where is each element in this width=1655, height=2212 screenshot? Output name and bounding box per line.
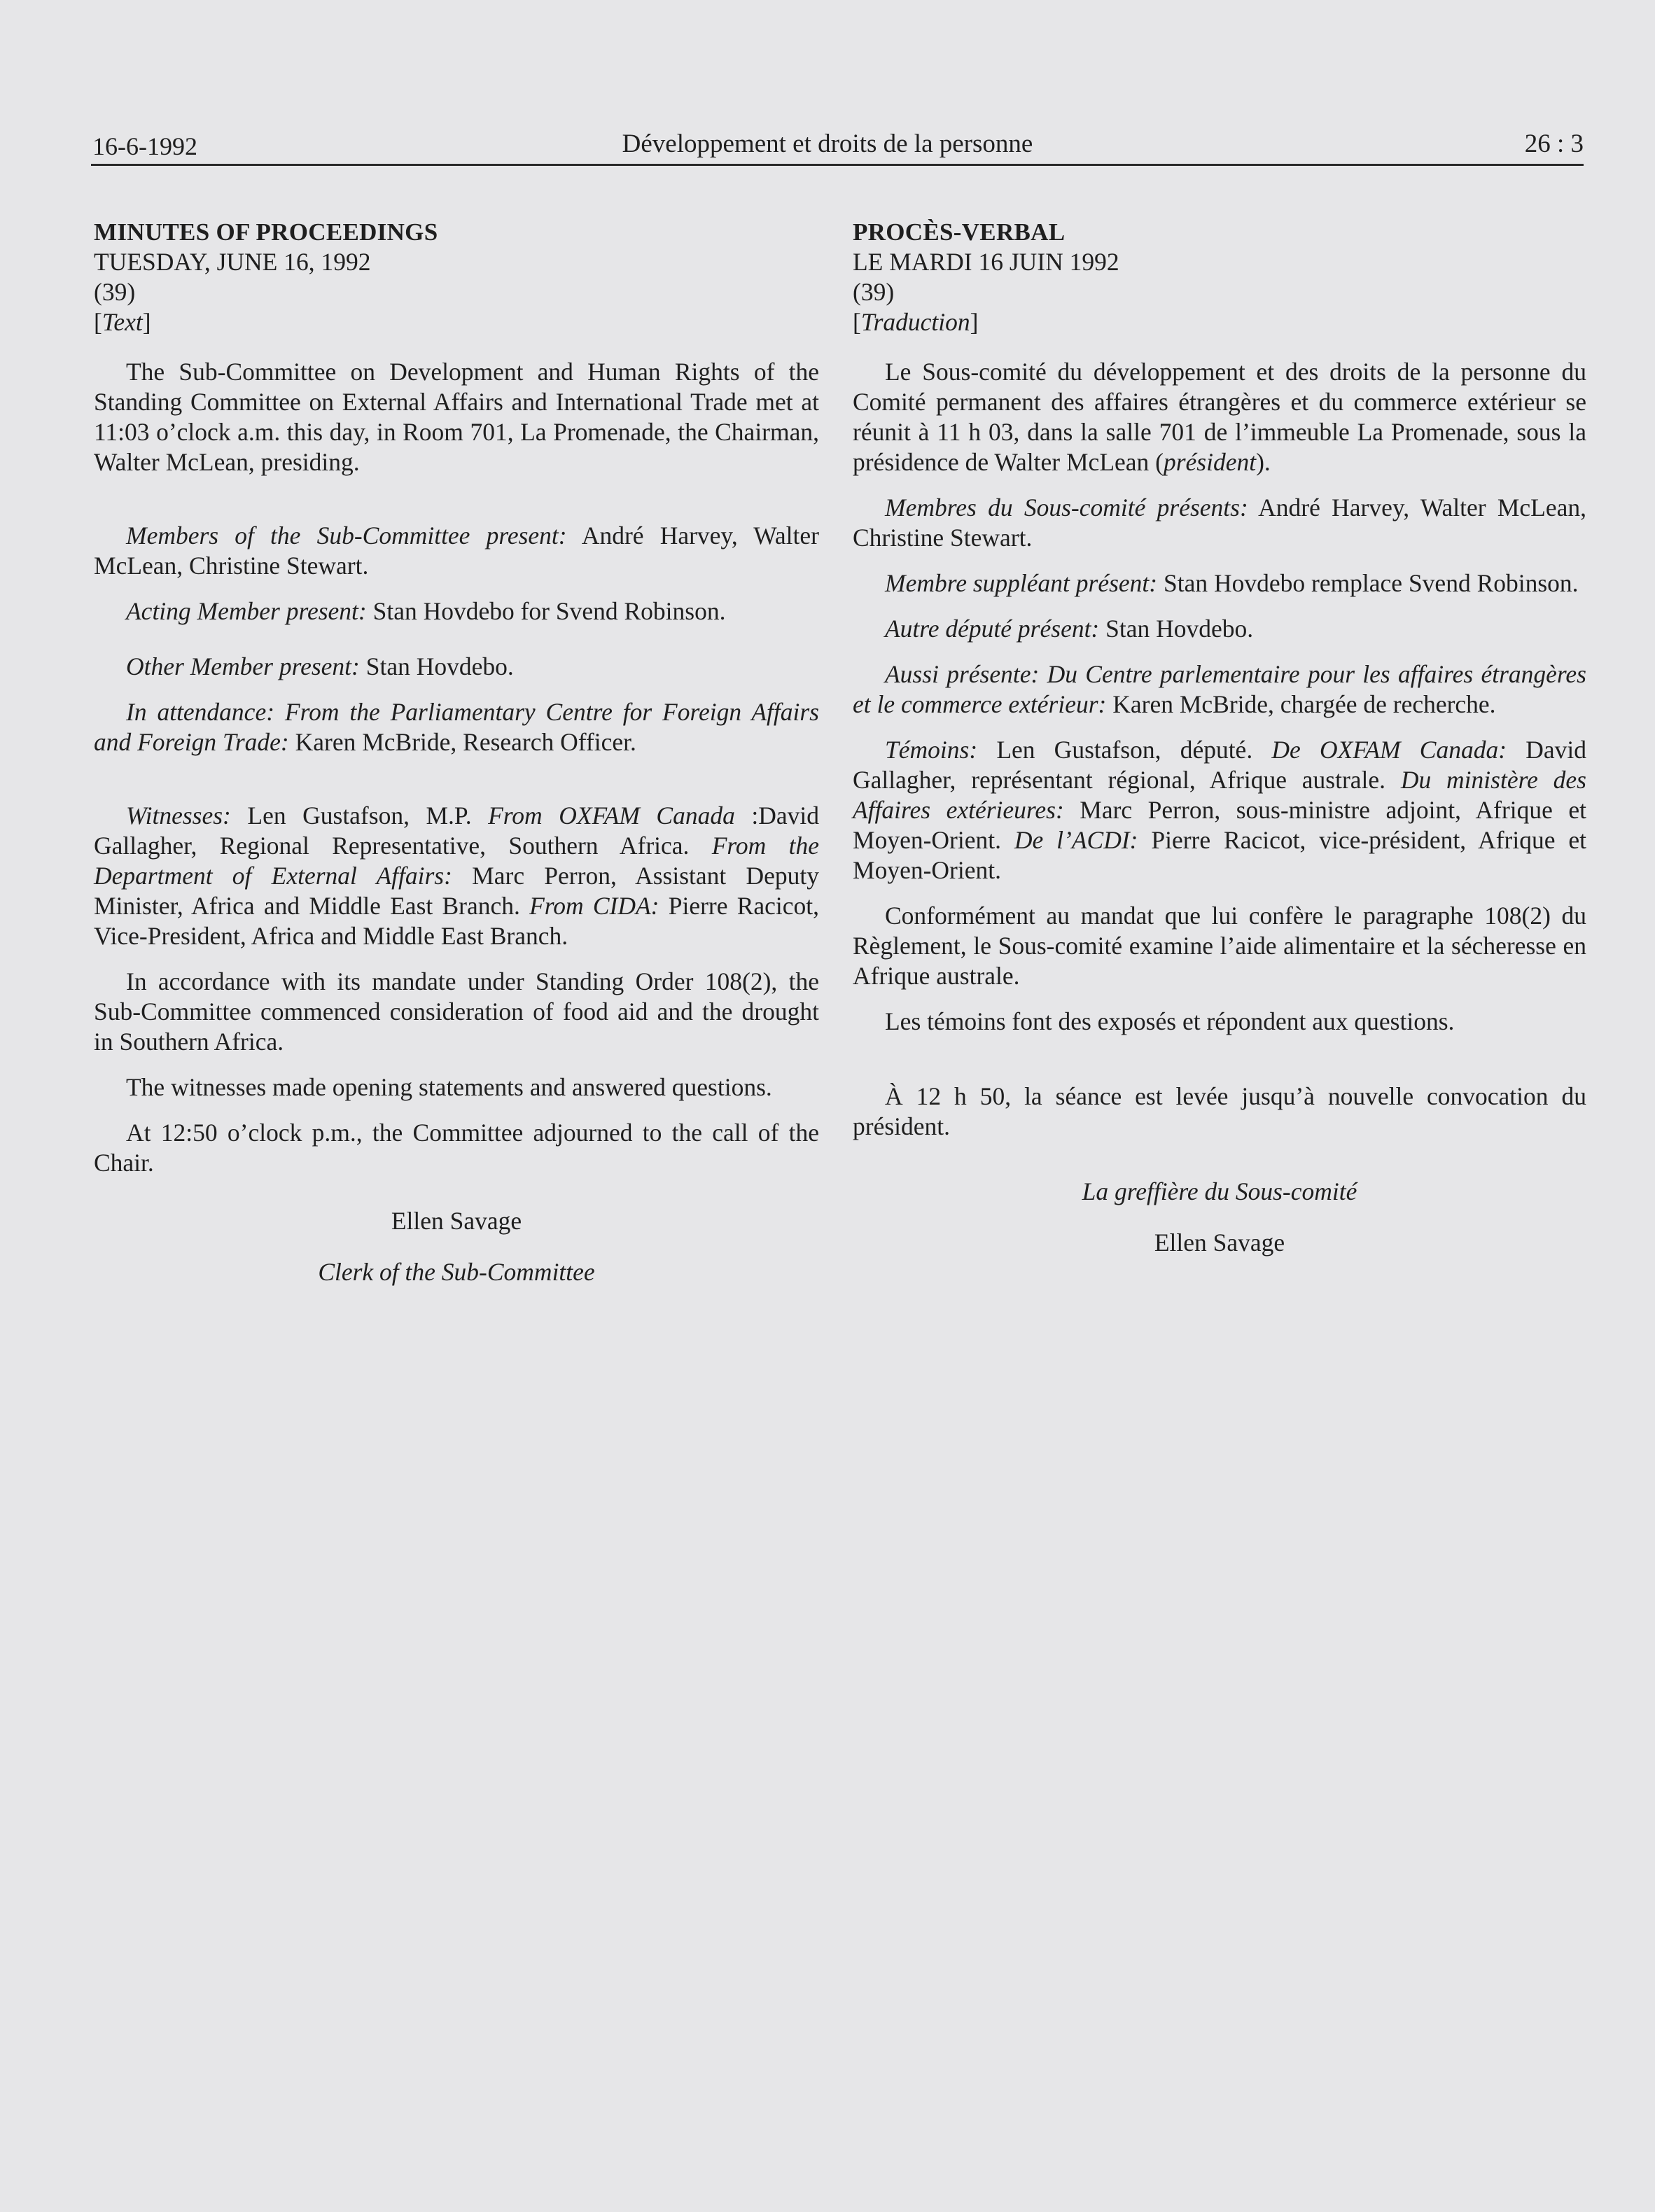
meeting-date-fr: LE MARDI 16 JUIN 1992 [853, 248, 1119, 276]
intro-paragraph-fr: Le Sous-comité du développement et des droits de la personne du Comité permanent des affaires étrangères et du commerce extérieur se réunit à 11 h 03, dans la salle 701 de l’immeuble La Promenade, sous la présidence de Walter McLean (président). [853, 358, 1586, 476]
proces-verbal-heading: PROCÈS-VERBAL [853, 218, 1066, 246]
language-tag-fr: [Traduction] [853, 308, 979, 336]
french-column [853, 217, 1586, 1258]
intro-paragraph: The Sub-Committee on Development and Human Rights of the Standing Committee on External Affairs and International Trade met at 11:03 o’clock a.m. this day, in Room 701, La Promenade, the Chairman, Walter McLean, presiding. [94, 358, 819, 476]
statements-paragraph: The witnesses made opening statements and answered questions. [126, 1073, 772, 1101]
clerk-title: Clerk of the Sub-Committee [318, 1258, 595, 1286]
witnesses-paragraph: Witnesses: Len Gustafson, M.P. From OXFAM Canada :David Gallagher, Regional Representative, Southern Africa. From the Department of External Affairs: Marc Perron, Assistant Deputy Minister, Africa and Middle East Branch. From CIDA: Pierre Racicot, Vice-President, Africa and Middle East Branch. [94, 802, 820, 950]
witnesses-paragraph-fr: Témoins: Len Gustafson, député. De OXFAM Canada: David Gallagher, représentant régional, Afrique australe. Du ministère des Affaires extérieures: Marc Perron, sous-ministre adjoint, Afrique et Moyen-Orient. De l’ACDI: Pierre Racicot, vice-président, Afrique et Moyen-Orient. [853, 736, 1586, 884]
header-page-number: 26 : 3 [1524, 130, 1584, 158]
mandate-paragraph: In accordance with its mandate under Standing Order 108(2), the Sub-Committee commenced consideration of food aid and the drought in Southern Africa. [94, 967, 819, 1056]
clerk-name-fr: Ellen Savage [1154, 1228, 1285, 1256]
english-column [94, 217, 819, 1287]
adjournment-paragraph: At 12:50 o’clock p.m., the Committee adjourned to the call of the Chair. [94, 1119, 819, 1177]
meeting-number-fr: (39) [853, 278, 895, 306]
members-present-fr: Membres du Sous-comité présents: André Harvey, Walter McLean, Christine Stewart. [853, 493, 1586, 552]
meeting-date: TUESDAY, JUNE 16, 1992 [94, 248, 371, 276]
clerk-title-fr: La greffière du Sous-comité [1082, 1177, 1357, 1205]
other-member-fr: Autre député présent: Stan Hovdebo. [885, 615, 1254, 643]
adjournment-paragraph-fr: À 12 h 50, la séance est levée jusqu’à nouvelle convocation du président. [853, 1082, 1586, 1140]
mandate-paragraph-fr: Conformément au mandat que lui confère le paragraphe 108(2) du Règlement, le Sous-comité examine l’aide alimentaire et la sécheresse en Afrique australe. [853, 902, 1586, 990]
statements-paragraph-fr: Les témoins font des exposés et répondent aux questions. [885, 1007, 1455, 1035]
other-member: Other Member present: Stan Hovdebo. [126, 652, 514, 680]
minutes-heading: MINUTES OF PROCEEDINGS [94, 218, 438, 246]
meeting-number: (39) [94, 278, 136, 306]
language-tag: [Text] [94, 308, 151, 336]
header-date: 16-6-1992 [92, 132, 197, 160]
acting-member-fr: Membre suppléant présent: Stan Hovdebo remplace Svend Robinson. [885, 569, 1579, 597]
in-attendance: In attendance: From the Parliamentary Centre for Foreign Affairs and Foreign Trade: Karen McBride, Research Officer. [94, 698, 819, 756]
header-rule [91, 164, 1584, 166]
header-title: Développement et droits de la personne [622, 130, 1033, 158]
clerk-name: Ellen Savage [391, 1207, 522, 1235]
acting-member: Acting Member present: Stan Hovdebo for Svend Robinson. [126, 597, 726, 625]
in-attendance-fr: Aussi présente: Du Centre parlementaire pour les affaires étrangères et le commerce extérieur: Karen McBride, chargée de recherche. [853, 660, 1586, 718]
members-present: Members of the Sub-Committee present: André Harvey, Walter McLean, Christine Stewart. [94, 522, 819, 580]
